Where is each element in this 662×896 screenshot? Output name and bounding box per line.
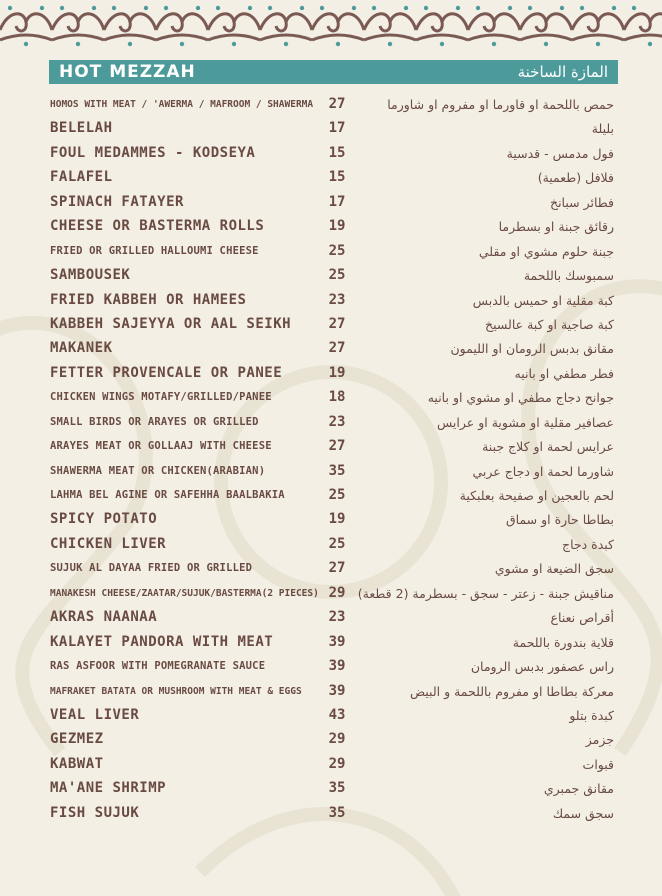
menu-item-name: KALAYET PANDORA WITH MEAT xyxy=(50,633,274,650)
menu-item xyxy=(50,656,620,680)
menu-item-name-ar: جبنة حلوم مشوي او مقلي xyxy=(478,243,614,259)
menu-item-price: 43 xyxy=(328,706,346,723)
menu-item xyxy=(50,363,620,387)
menu-item xyxy=(50,314,620,338)
menu-item-name: KABBEH SAJEYYA OR AAL SEIKH xyxy=(50,315,292,332)
menu-item-name: SMALL BIRDS OR ARAYES OR GRILLED xyxy=(50,415,259,428)
menu-item xyxy=(50,167,620,191)
menu-item xyxy=(50,803,620,827)
menu-item-name: SPICY POTATO xyxy=(50,511,158,528)
menu-list xyxy=(50,94,620,827)
menu-item-name-ar: فطائر سبانخ xyxy=(550,194,614,210)
menu-item-price: 25 xyxy=(328,267,346,284)
menu-item xyxy=(50,387,620,411)
ornamental-border xyxy=(0,0,662,52)
menu-item xyxy=(50,192,620,216)
menu-item-name: SHAWERMA MEAT OR CHICKEN(ARABIAN) xyxy=(50,464,266,477)
menu-item-name-ar: شاورما لحمة او دجاج عربي xyxy=(472,463,614,479)
menu-item xyxy=(50,485,620,509)
menu-item xyxy=(50,754,620,778)
menu-item-name-ar: مقانق بدبس الرومان او الليمون xyxy=(450,341,614,357)
menu-item-price: 15 xyxy=(328,169,346,186)
menu-item-name: FOUL MEDAMMES - KODSEYA xyxy=(50,144,256,161)
menu-item-price: 39 xyxy=(328,633,346,650)
menu-item xyxy=(50,558,620,582)
menu-item xyxy=(50,607,620,631)
menu-item-name-ar: معركة بطاطا او مفروم باللحمة و البيض xyxy=(409,683,614,699)
menu-item-price: 35 xyxy=(328,780,346,797)
menu-item-price: 17 xyxy=(328,120,346,137)
menu-item-price: 19 xyxy=(328,218,346,235)
menu-item-name-ar: راس عصفور بدبس الرومان xyxy=(470,659,614,675)
menu-item-price: 27 xyxy=(328,340,346,357)
menu-item xyxy=(50,778,620,802)
menu-item xyxy=(50,118,620,142)
menu-item-name-ar: سجق الضيعة او مشوي xyxy=(494,561,614,577)
menu-item-name: FISH SUJUK xyxy=(50,804,140,821)
section-title-ar: المازة الساخنة xyxy=(517,63,608,81)
menu-item-name-ar: مناقيش جبنة - زعتر - سجق - بسطرمة (2 قطعة) xyxy=(357,585,614,601)
menu-item-price: 29 xyxy=(328,731,346,748)
menu-item-name: FRIED OR GRILLED HALLOUMI CHEESE xyxy=(50,244,259,257)
menu-item-name: FRIED KABBEH OR HAMEES xyxy=(50,291,247,308)
section-header xyxy=(49,60,618,84)
menu-item xyxy=(50,729,620,753)
menu-item-name-ar: حمص باللحمة او قاورما او مفروم او شاورما xyxy=(387,97,614,112)
menu-item-name-ar: أقراص نعناع xyxy=(550,610,614,626)
menu-item-price: 25 xyxy=(328,242,346,259)
menu-item xyxy=(50,94,620,118)
menu-item-name: KABWAT xyxy=(50,755,104,772)
menu-item-price: 27 xyxy=(328,96,346,112)
menu-item xyxy=(50,509,620,533)
menu-item-name: MAKANEK xyxy=(50,340,113,357)
menu-item-name: SPINACH FATAYER xyxy=(50,193,184,210)
menu-item-name: MANAKESH CHEESE/ZAATAR/SUJUK/BASTERMA(2 PIECES) xyxy=(50,587,319,599)
menu-item xyxy=(50,290,620,314)
menu-item-name-ar: سمبوسك باللحمة xyxy=(523,268,614,284)
menu-item-price: 19 xyxy=(328,364,346,381)
menu-item xyxy=(50,461,620,485)
menu-item xyxy=(50,436,620,460)
menu-item-name: SAMBOUSEK xyxy=(50,267,131,284)
menu-item-price: 23 xyxy=(328,413,346,430)
menu-item xyxy=(50,338,620,362)
menu-item-name-ar: مقانق جمبري xyxy=(543,781,614,797)
menu-item-price: 17 xyxy=(328,193,346,210)
menu-item-price: 29 xyxy=(328,584,346,601)
menu-item-name-ar: رقائق جبنة او بسطرما xyxy=(498,219,614,235)
menu-item xyxy=(50,632,620,656)
menu-item-name-ar: كبدة بتلو xyxy=(569,707,614,723)
menu-item-name: LAHMA BEL AGINE OR SAFEHHA BAALBAKIA xyxy=(50,489,285,501)
menu-item xyxy=(50,534,620,558)
menu-item-name: CHEESE OR BASTERMA ROLLS xyxy=(50,218,265,235)
menu-item-name: FALAFEL xyxy=(50,169,113,186)
menu-item-name: MA'ANE SHRIMP xyxy=(50,780,167,797)
menu-item xyxy=(50,705,620,729)
menu-item-price: 15 xyxy=(328,144,346,161)
menu-item-name: CHICKEN WINGS MOTAFY/GRILLED/PANEE xyxy=(50,391,272,404)
menu-item-name-ar: عصافير مقلية او مشوية او عرايس xyxy=(437,414,614,430)
menu-item-price: 35 xyxy=(328,462,346,479)
menu-item xyxy=(50,265,620,289)
menu-item-name: RAS ASFOOR WITH POMEGRANATE SAUCE xyxy=(50,660,266,673)
menu-item-name: AKRAS NAANAA xyxy=(50,609,158,626)
menu-item-name-ar: كبة مقلية او حميس بالدبس xyxy=(472,292,614,308)
menu-item-name: HOMOS WITH MEAT / 'AWERMA / MAFROOM / SHAWERMA xyxy=(50,99,314,110)
menu-item-price: 29 xyxy=(328,755,346,772)
menu-item-price: 23 xyxy=(328,609,346,626)
menu-item-price: 23 xyxy=(328,291,346,308)
menu-item-name-ar: لحم بالعجين او صفيحة بعلبكية xyxy=(459,488,614,503)
menu-item-price: 27 xyxy=(328,560,346,577)
menu-item-name-ar: فول مدمس - قدسية xyxy=(506,145,614,161)
menu-item-name: VEAL LIVER xyxy=(50,706,140,723)
menu-item-name-ar: قلاية بندورة باللحمة xyxy=(512,634,614,650)
menu-item-name-ar: جوانح دجاج مطفي او مشوي او بانيه xyxy=(427,390,614,406)
menu-item-price: 39 xyxy=(328,658,346,675)
menu-item-price: 18 xyxy=(328,389,346,406)
menu-item-name-ar: بليلة xyxy=(591,121,614,137)
menu-item-name-ar: عرايس لحمة او كلاج جبنة xyxy=(482,439,614,455)
menu-item-price: 27 xyxy=(328,315,346,332)
menu-item-name: FETTER PROVENCALE OR PANEE xyxy=(50,364,283,381)
menu-item-price: 35 xyxy=(328,804,346,821)
menu-item-name: BELELAH xyxy=(50,120,113,137)
menu-item xyxy=(50,412,620,436)
menu-item-name-ar: فلافل (طعمية) xyxy=(537,170,614,186)
menu-item xyxy=(50,681,620,705)
menu-item-price: 39 xyxy=(328,682,346,699)
menu-item-price: 25 xyxy=(328,487,346,503)
menu-item-name-ar: سجق سمك xyxy=(552,805,614,821)
menu-item-name: SUJUK AL DAYAA FRIED OR GRILLED xyxy=(50,562,253,575)
menu-item-name-ar: كبة صاجية او كبة عالسيخ xyxy=(485,316,614,332)
menu-item xyxy=(50,143,620,167)
section-title-en: HOT MEZZAH xyxy=(59,62,196,82)
menu-item-price: 27 xyxy=(328,438,346,455)
menu-item-name-ar: جزمز xyxy=(585,732,614,748)
menu-item xyxy=(50,216,620,240)
menu-item-name: ARAYES MEAT OR GOLLAAJ WITH CHEESE xyxy=(50,440,272,453)
menu-item-price: 25 xyxy=(328,535,346,552)
menu-item-name-ar: قبوات xyxy=(582,756,614,772)
menu-item-price: 19 xyxy=(328,511,346,528)
menu-item-name: MAFRAKET BATATA OR MUSHROOM WITH MEAT & EGGS xyxy=(50,685,302,697)
menu-item-name-ar: كبدة دجاج xyxy=(562,536,614,552)
menu-item-name-ar: فطر مطفي او بانيه xyxy=(514,365,614,381)
menu-item-name: CHICKEN LIVER xyxy=(50,535,167,552)
menu-item-name: GEZMEZ xyxy=(50,731,104,748)
menu-item xyxy=(50,241,620,265)
menu-item-name-ar: بطاطا حارة او سماق xyxy=(505,512,614,528)
menu-item xyxy=(50,583,620,607)
